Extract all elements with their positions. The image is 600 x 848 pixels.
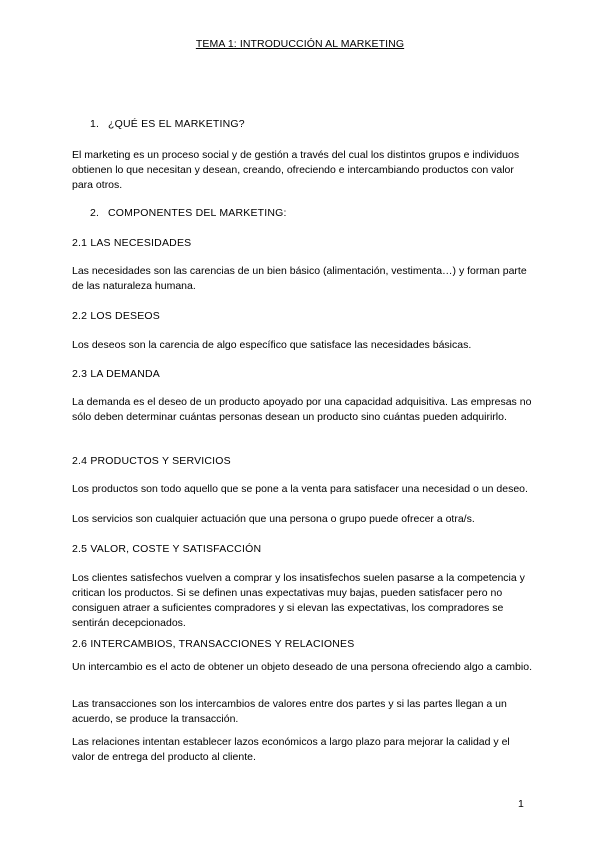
subsection-2-4-heading: 2.4 PRODUCTOS Y SERVICIOS: [72, 455, 231, 467]
subsection-2-4-paragraph-services: Los servicios son cualquier actuación que una persona o grupo puede ofrecer a otra/s.: [72, 513, 475, 525]
subsection-2-2-heading: 2.2 LOS DESEOS: [72, 310, 161, 322]
subsection-2-6-paragraph-exchange: Un intercambio es el acto de obtener un objeto deseado de una persona ofreciendo algo a cambio.: [72, 661, 532, 673]
section-2-title: COMPONENTES DEL MARKETING:: [108, 207, 287, 219]
subsection-2-2-paragraph: Los deseos son la carencia de algo específico que satisface las necesidades básicas.: [72, 339, 472, 351]
section-1-paragraph: El marketing es un proceso social y de gestión a través del cual los distintos grupos e individuos obtienen lo que necesitan y desean, creando, ofreciendo e intercambiando productos con valor para otros.: [72, 149, 520, 191]
subsection-2-1-heading: 2.1 LAS NECESIDADES: [72, 237, 192, 249]
subsection-2-6-heading: 2.6 INTERCAMBIOS, TRANSACCIONES Y RELACIONES: [72, 638, 355, 650]
section-1-title: ¿QUÉ ES EL MARKETING?: [108, 118, 245, 130]
section-2-number: 2.: [90, 207, 100, 219]
subsection-2-5-heading: 2.5 VALOR, COSTE Y SATISFACCIÓN: [72, 543, 262, 555]
section-1-heading: [90, 118, 245, 130]
subsection-2-3-heading: 2.3 LA DEMANDA: [72, 368, 160, 380]
subsection-2-6-paragraph-relations: Las relaciones intentan establecer lazos económicos a largo plazo para mejorar la calidad y el valor de entrega del producto al cliente.: [72, 736, 510, 763]
page-number: 1: [518, 798, 524, 810]
document-title: TEMA 1: INTRODUCCIÓN AL MARKETING: [195, 38, 405, 50]
subsection-2-5-paragraph: Los clientes satisfechos vuelven a comprar y los insatisfechos suelen pasarse a la competencia y critican los productos. Si se definen unas expectativas muy bajas, pueden satisfacer pero no consiguen atraer a suficientes compradores y si elevan las expectativas, los compradores se sentirán decepcionados.: [72, 572, 525, 629]
subsection-2-3-paragraph: La demanda es el deseo de un producto apoyado por una capacidad adquisitiva. Las empresas no sólo deben determinar cuántas personas desean un producto sino cuántas pueden adquirirlo.: [72, 396, 532, 423]
subsection-2-6-paragraph-transactions: Las transacciones son los intercambios de valores entre dos partes y si las partes llegan a un acuerdo, se produce la transacción.: [72, 698, 507, 725]
section-2-heading: [90, 207, 287, 219]
subsection-2-1-paragraph: Las necesidades son las carencias de un bien básico (alimentación, vestimenta…) y forman parte de las naturaleza humana.: [72, 265, 527, 292]
subsection-2-4-paragraph-products: Los productos son todo aquello que se pone a la venta para satisfacer una necesidad o un deseo.: [72, 483, 528, 495]
section-1-number: 1.: [90, 118, 100, 130]
